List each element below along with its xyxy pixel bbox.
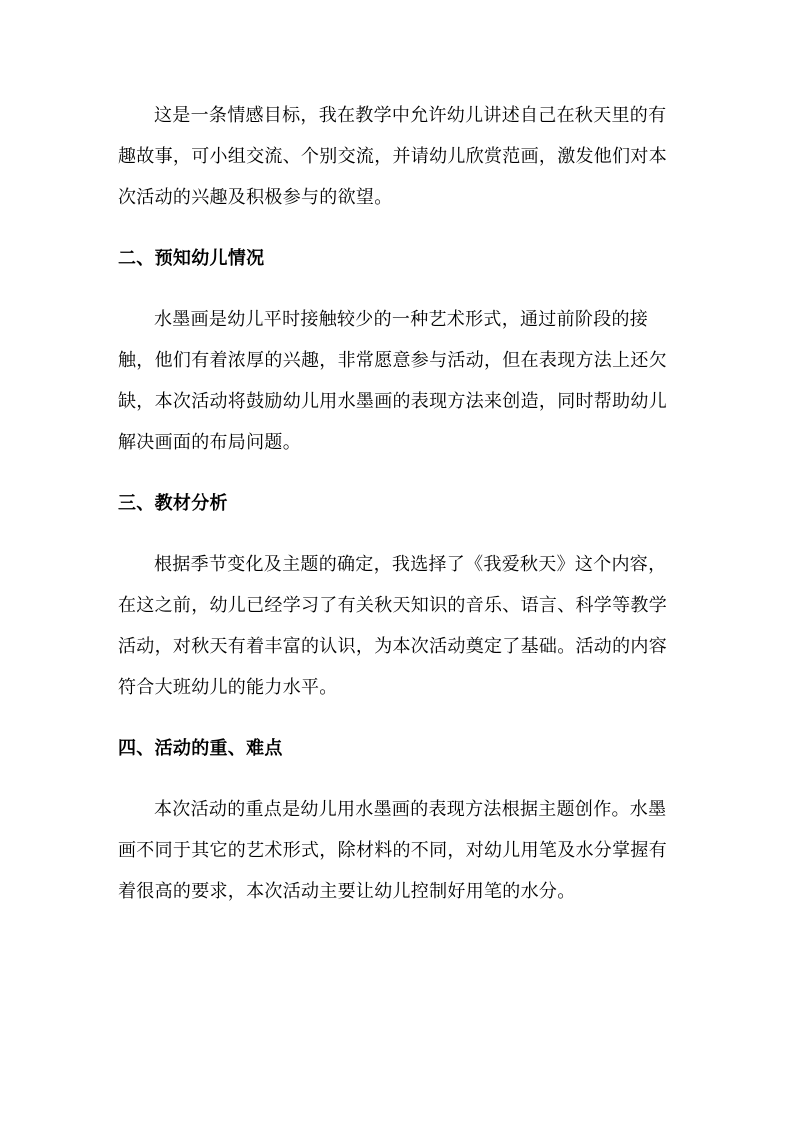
section-heading-children-situation: 二、预知幼儿情况	[118, 248, 265, 269]
text-line: 活动，对秋天有着丰富的认识，为本次活动奠定了基础。活动的内容	[118, 636, 667, 657]
text-line: 水墨画是幼儿平时接触较少的一种艺术形式，通过前阶段的接	[154, 309, 649, 330]
text-line: 画不同于其它的艺术形式，除材料的不同，对幼儿用笔及水分掌握有	[118, 840, 667, 861]
text-line: 符合大班幼儿的能力水平。	[118, 677, 338, 698]
text-line: 触，他们有着浓厚的兴趣，非常愿意参与活动，但在表现方法上还欠	[118, 350, 667, 371]
text-line: 本次活动的重点是幼儿用水墨画的表现方法根据主题创作。水墨	[154, 799, 667, 820]
text-line: 根据季节变化及主题的确定，我选择了《我爱秋天》这个内容，	[154, 554, 667, 575]
text-line: 解决画面的布局问题。	[118, 432, 301, 453]
text-line: 这是一条情感目标，我在教学中允许幼儿讲述自己在秋天里的有	[154, 105, 667, 126]
text-line: 缺，本次活动将鼓励幼儿用水墨画的表现方法来创造，同时帮助幼儿	[118, 391, 667, 412]
section-heading-material-analysis: 三、教材分析	[118, 493, 228, 514]
paragraph-key-points	[118, 789, 678, 912]
text-line: 在这之前，幼儿已经学习了有关秋天知识的音乐、语言、科学等教学	[118, 595, 667, 616]
document-body	[118, 95, 678, 912]
section-heading-key-points: 四、活动的重、难点	[118, 738, 283, 759]
paragraph-children-situation	[118, 299, 678, 463]
text-line: 趣故事，可小组交流、个别交流，并请幼儿欣赏范画，激发他们对本	[118, 146, 667, 167]
text-line: 次活动的兴趣及积极参与的欲望。	[118, 187, 393, 208]
paragraph-emotional-goal	[118, 95, 678, 218]
paragraph-material-analysis	[118, 544, 678, 708]
text-line: 着很高的要求，本次活动主要让幼儿控制好用笔的水分。	[118, 881, 576, 902]
